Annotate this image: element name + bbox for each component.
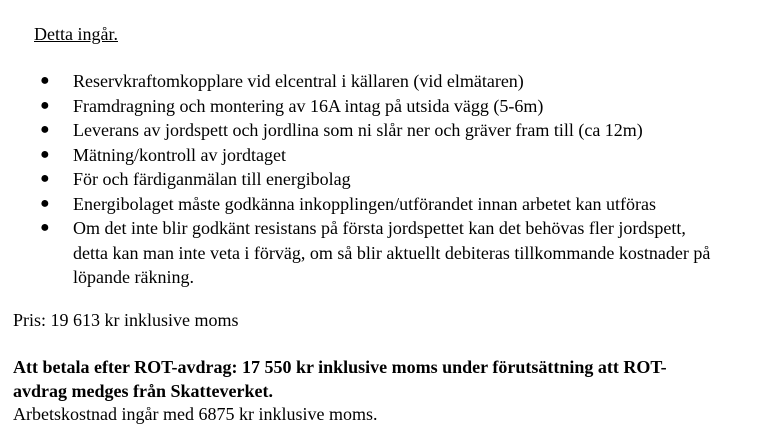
- bullet-icon: ●: [40, 72, 50, 89]
- list-item: [0, 192, 776, 217]
- list-item: [0, 94, 776, 119]
- labor-cost-line: Arbetskostnad ingår med 6875 kr inklusive moms.: [13, 404, 378, 424]
- included-items-list: [0, 69, 776, 290]
- list-item-text: Energibolaget måste godkänna inkopplingen/utförandet innan arbetet kan utföras: [73, 193, 656, 214]
- list-item-text: Om det inte blir godkänt resistans på första jordspettet kan det behövas fler jordspett,: [73, 218, 686, 238]
- list-item-text: löpande räkning.: [73, 267, 194, 287]
- rot-deduction-text: [13, 355, 667, 403]
- price-line: Pris: 19 613 kr inklusive moms: [13, 310, 239, 330]
- bullet-icon: ●: [40, 145, 50, 163]
- list-item-text: Leverans av jordspett och jordlina som ni slår ner och gräver fram till (ca 12m): [73, 120, 643, 140]
- bullet-icon: ●: [40, 96, 50, 114]
- list-item: [0, 216, 776, 290]
- list-item-text: Reservkraftomkopplare vid elcentral i källaren (vid elmätaren): [73, 71, 524, 91]
- bullet-icon: ●: [40, 121, 50, 138]
- list-item-text: detta kan man inte veta i förväg, om så blir aktuellt debiteras tillkommande kostnader på: [73, 242, 711, 263]
- list-item: [0, 118, 776, 143]
- list-item: [0, 69, 776, 94]
- list-item: [0, 167, 776, 192]
- bullet-icon: ●: [40, 194, 50, 212]
- list-item-text: Framdragning och montering av 16A intag på utsida vägg (5-6m): [73, 95, 544, 116]
- list-item-text: För och färdiganmälan till energibolag: [73, 169, 351, 189]
- bullet-icon: ●: [40, 170, 50, 187]
- bullet-icon: ●: [40, 219, 50, 236]
- rot-line-1: Att betala efter ROT-avdrag: 17 550 kr inklusive moms under förutsättning att ROT-: [13, 357, 667, 377]
- list-item: [0, 143, 776, 168]
- section-heading: Detta ingår.: [34, 24, 118, 44]
- list-item-text: Mätning/kontroll av jordtaget: [73, 144, 286, 165]
- rot-line-2: avdrag medges från Skatteverket.: [13, 381, 273, 401]
